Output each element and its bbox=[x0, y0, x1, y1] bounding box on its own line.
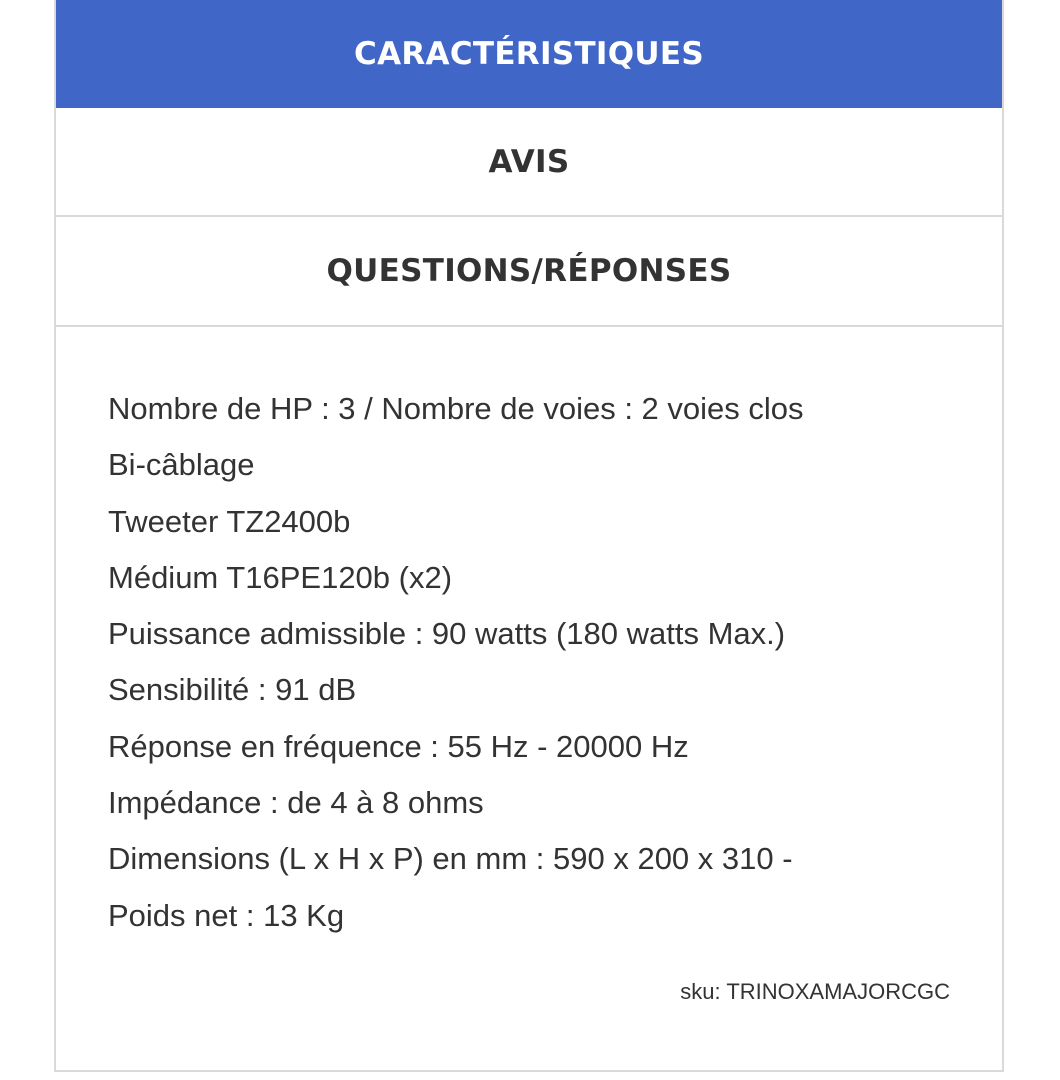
characteristics-content bbox=[56, 327, 1002, 944]
spec-weight: Poids net : 13 Kg bbox=[108, 897, 345, 933]
tab-reviews[interactable] bbox=[56, 108, 1002, 217]
tab-characteristics-label: CARACTÉRISTIQUES bbox=[354, 36, 704, 72]
sku-label: sku: TRINOXAMAJORCGC bbox=[680, 979, 950, 1004]
spec-dimensions: Dimensions (L x H x P) en mm : 590 x 200 x 310 - bbox=[108, 841, 793, 877]
spec-tweeter: Tweeter TZ2400b bbox=[108, 503, 351, 539]
spec-sensitivity: Sensibilité : 91 dB bbox=[108, 672, 357, 708]
spec-power: Puissance admissible : 90 watts (180 watts Max.) bbox=[108, 616, 786, 652]
tab-characteristics[interactable] bbox=[56, 0, 1002, 108]
spec-speaker-count: Nombre de HP : 3 / Nombre de voies : 2 voies clos bbox=[108, 391, 804, 426]
spec-midrange: Médium T16PE120b (x2) bbox=[108, 559, 453, 595]
product-tabs-panel bbox=[54, 0, 1004, 1072]
tab-reviews-label: AVIS bbox=[488, 143, 570, 180]
spec-frequency-response: Réponse en fréquence : 55 Hz - 20000 Hz bbox=[108, 728, 689, 764]
spec-impedance: Impédance : de 4 à 8 ohms bbox=[108, 785, 484, 821]
spec-biwiring: Bi-câblage bbox=[108, 447, 255, 483]
spec-list bbox=[108, 381, 1002, 944]
tab-qa-label: QUESTIONS/RÉPONSES bbox=[326, 253, 732, 289]
tab-questions-answers[interactable] bbox=[56, 217, 1002, 327]
